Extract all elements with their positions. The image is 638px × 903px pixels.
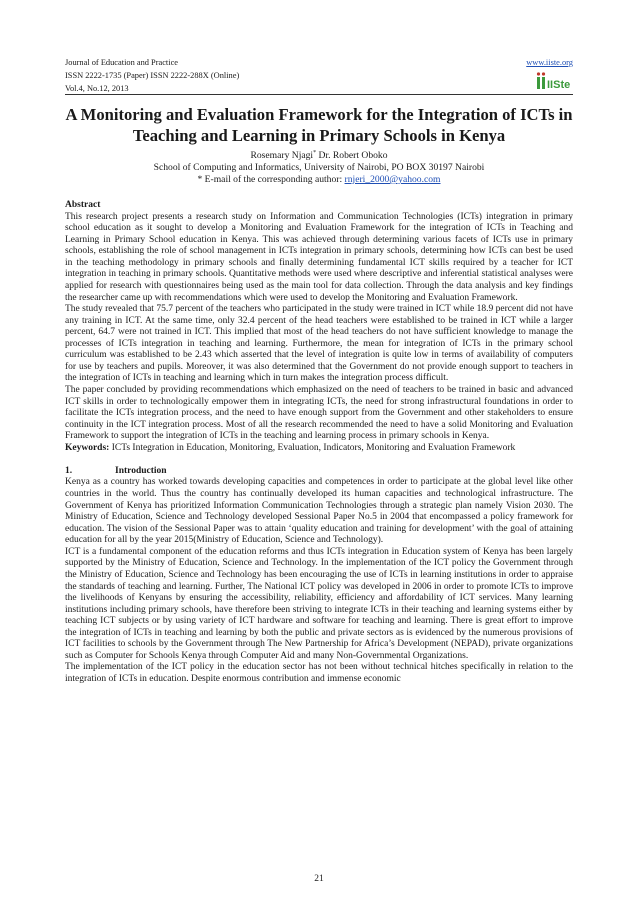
abstract-paragraph: The paper concluded by providing recommendations which emphasized on the need of teachers to be trained in basic and advanced ICT skills in order to technologically empower them in integrating ICTs, the need for strong infrastructural foundations in order to facilitate the ICTs integration process, and the need to have enough support from the Government and other stakeholders to ensure continuity in the ICT integration process. Most of all the research recommended the need to have a solid Monitoring and Evaluation Framework to support the integration of ICTs in the teaching and learning process in primary schools in Kenya. [65,385,573,442]
header-rule [65,94,573,95]
section-heading [65,466,573,478]
journal-issn: ISSN 2222-1735 (Paper) ISSN 2222-288X (Online) [65,71,240,80]
author-primary: Rosemary Njagi [250,150,314,161]
keywords [65,443,573,455]
intro-paragraph: The implementation of the ICT policy in the education sector has not been without technical hitches specifically in relation to the integration of ICTs in education. Despite enormous contribution and immense economic [65,662,573,684]
page-number: 21 [314,874,324,884]
paper-title: A Monitoring and Evaluation Framework for the Integration of ICTs in Teaching and Learning in Primary Schools in Kenya [65,105,573,145]
abstract-heading: Abstract [65,200,101,210]
intro-paragraph: ICT is a fundamental component of the education reforms and thus ICTs integration in Education system of Kenya has been largely supported by the Ministry of Education, Science and Technology. In the implementation of the ICT policy the Government through the Ministry of Education, Science and Technology has been encouraging the use of ICTs in learning institutions in order to appraise the standards of teaching and learning. Further, The National ICT policy was developed in 2006 in order to promote ICTs to improve the livelihoods of Kenyans by ensuring the accessibility, reliability, efficiency and affordability of ICT services. Many learning institutions including primary schools, have therefore been striving to integrate ICTs in their teaching and learning systems either by teaching ICT subjects or by using variety of ICT hardware and software for teaching and learning. There is great effort to improve the integration of ICTs in teaching and learning by both the public and private sectors as is evidenced by the numerous provisions of ICT facilities to schools by the Government through The New Partnership for Africa’s Development (NEPAD), private organizations such as Computer for Schools Kenya through Computer Aid and many Non-Governmental Organizations. [65,546,573,661]
journal-volume: Vol.4, No.12, 2013 [65,84,129,93]
intro-paragraph: Kenya as a country has worked towards developing capacities and competences in order to participate at the global level like other countries in the world. Thus the country has continually developed its human capacities and technological infrastructure. The Government of Kenya has prioritized Information Communication Technologies through a strategic plan namely Vision 2030. The Ministry of Education, Science and Technology developed Sessional Paper No.5 in 2004 that encompassed a policy framework for education. The vision of the Sessional Paper was to attain ‘quality education and training for development’ with the goal of attaining education for all by the year 2015(Ministry of Education, Science and Technology). [65,477,573,546]
affiliation: School of Computing and Informatics, University of Nairobi, PO BOX 30197 Nairobi [153,162,485,173]
keywords-label: Keywords: [65,442,110,453]
author-secondary: Dr. Robert Oboko [316,150,388,161]
body-text [65,200,573,686]
abstract-paragraph: This research project presents a research study on Information and Communication Technologies (ICTs) integration in primary school education as it sought to develop a Monitoring and Evaluation Framework for the integration of ICTs in Teaching and Learning in Primary School education in Kenya. This was achieved through determining various facets of ICTs use in primary schools, establishing the role of school management in ICTs integration in primary schools, determining how ICTs can best be used in the teaching methodology in primary schools and finally determining fundamental ICT skills required by a teacher for ICT integration in teaching in primary schools. Quantitative methods were used where descriptive and inferential statistical analyses were applied for research with questionnaires being used as the main tool for data collection. Through the data analysis and key findings the researcher came up with recommendations which were used to develop the Monitoring and Evaluation Framework. [65,211,573,303]
email-prefix: * E-mail of the corresponding author: [197,174,345,185]
email-line [65,174,573,186]
journal-name: Journal of Education and Practice [65,58,179,67]
author-mark: * [313,149,317,156]
keywords-text: ICTs Integration in Education, Monitoring, Evaluation, Indicators, Monitoring and Evaluation Framework [109,442,516,453]
abstract-paragraph: The study revealed that 75.7 percent of the teachers who participated in the study were trained in ICT while 18.9 percent did not have any training in ICT. At the same time, only 32.4 percent of the head teachers were established to be trained in ICT while a larger percent, 64.7 were not trained in ICT. This implied that most of the head teachers do not have sufficient knowledge to manage the processes of ICTs integration in teaching and learning. Furthermore, the mean for integration of ICTs in the primary school curriculum was established to be 2.43 which asserted that the level of integration is quite low in terms of availability of computers for use by teachers and pupils. Moreover, it was also determined that the Government do not provide enough support to teachers in the integration of ICTs in teaching and learning which in turn makes the integration process difficult. [65,304,573,384]
section-title: Introduction [115,465,167,476]
logo-text: IISte [547,79,571,91]
journal-url-link[interactable]: www.iiste.org [526,58,573,67]
iiste-logo [536,70,572,92]
email-link[interactable]: rnjeri_2000@yahoo.com [344,174,441,185]
author-line [65,150,573,162]
section-number: 1. [65,465,73,476]
